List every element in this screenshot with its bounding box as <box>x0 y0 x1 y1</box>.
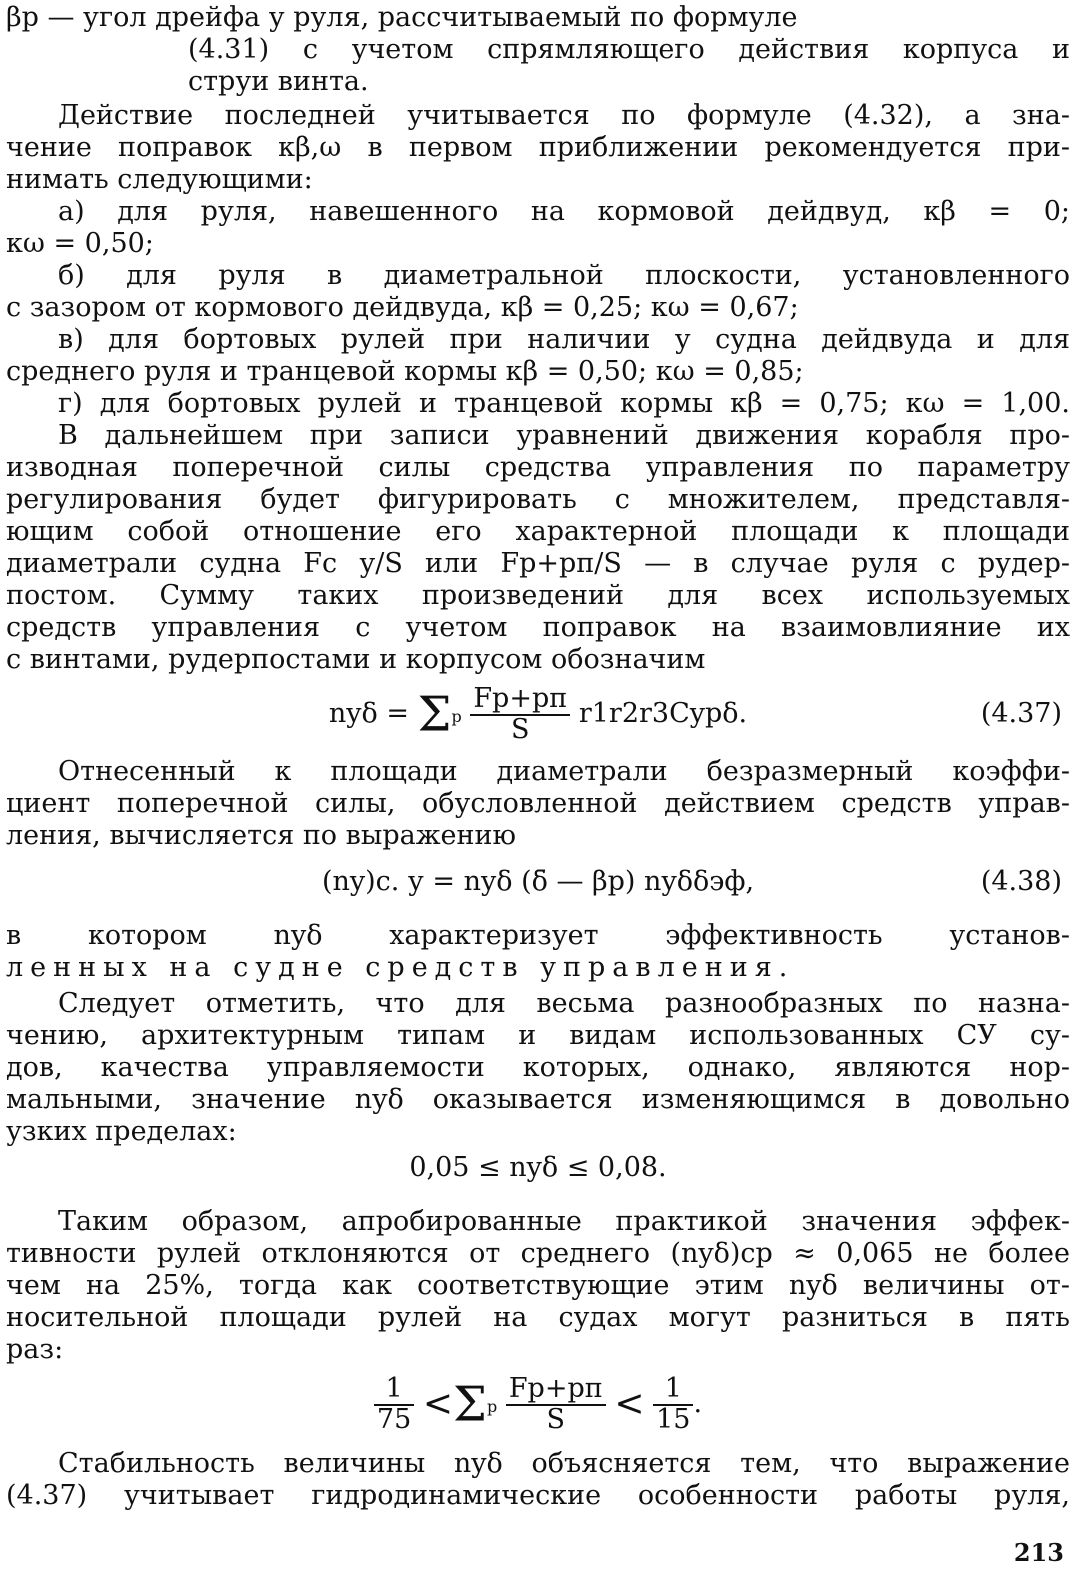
fraction-denominator: 15 <box>656 1403 691 1435</box>
text-line: ленных на судне средств управления. <box>6 952 795 983</box>
list-item-a: а) для руля, навешенного на кормовой дейдвуд, κβ = 0; <box>58 196 1070 227</box>
text-line: Стабильность величины nyδ объясняется тем, что выражение <box>58 1448 1070 1479</box>
text-line: постом. Сумму таких произведений для всех используемых <box>6 580 1070 611</box>
fraction-denominator: S <box>511 713 530 745</box>
less-than-sign: < <box>422 1383 454 1425</box>
period: . <box>693 1388 703 1419</box>
text-line: среднего руля и транцевой кормы κβ = 0,50; κω = 0,85; <box>6 356 804 387</box>
fraction <box>374 1375 414 1434</box>
text-line: раз: <box>6 1334 64 1365</box>
eq-lhs: nyδ = <box>328 698 418 729</box>
fraction <box>653 1375 693 1434</box>
eq-body: (ny)с. у = nyδ (δ̄ — βр) nyδδэф, <box>321 866 755 897</box>
list-item-b: б) для руля в диаметральной плоскости, установленного <box>58 260 1070 291</box>
text-line: тивности рулей отклоняются от среднего (nyδ)ср ≈ 0,065 не более <box>6 1238 1070 1269</box>
text-line: с зазором от кормового дейдвуда, κβ = 0,25; κω = 0,67; <box>6 292 799 323</box>
text-line: Таким образом, апробированные практикой значения эффек- <box>58 1206 1070 1237</box>
text-line: Следует отметить, что для весьма разнообразных по назна- <box>58 988 1070 1019</box>
text-line: диаметрали судна Fс у/S или Fр+рп/S — в случае руля с рудер- <box>6 548 1070 579</box>
text-line: κω = 0,50; <box>6 228 154 259</box>
fraction <box>506 1375 606 1434</box>
list-item-g: г) для бортовых рулей и транцевой кормы κβ = 0,75; κω = 1,00. <box>58 388 1070 419</box>
text-line: Действие последней учитывается по формуле (4.32), а зна- <box>58 100 1070 131</box>
text-line: (4.37) учитывает гидродинамические особенности работы руля, <box>6 1480 1070 1511</box>
text-line: (4.31) с учетом спрямляющего действия корпуса и <box>188 34 1070 65</box>
fraction-numerator: Fр+рп <box>506 1375 606 1405</box>
text-line: βр — угол дрейфа у руля, рассчитываемый по формуле <box>6 2 798 33</box>
fraction-numerator: Fр+рп <box>470 685 570 715</box>
text-line: Отнесенный к площади диаметрали безразмерный коэффи- <box>58 756 1070 787</box>
page-number: 213 <box>1013 1538 1064 1567</box>
text-line: регулирования будет фигурировать с множителем, представля- <box>6 484 1070 515</box>
sigma-symbol: Σ <box>417 686 452 743</box>
fraction-denominator: S <box>546 1403 566 1435</box>
fraction-numerator: 1 <box>374 1375 414 1405</box>
less-than-sign: < <box>614 1383 645 1425</box>
equation-number: (4.38) <box>980 866 1062 897</box>
text-line: чению, архитектурным типам и видам использованных СУ су- <box>6 1020 1070 1051</box>
inequality-range: 0,05 ≤ nyδ ≤ 0,08. <box>409 1152 667 1183</box>
text-line: ления, вычисляется по выражению <box>6 820 517 851</box>
text-line: узких пределах: <box>6 1116 237 1147</box>
inequality-area-ratio <box>6 1368 1070 1440</box>
equation-4-38 <box>6 866 1070 898</box>
text-line: изводная поперечной силы средства управления по параметру <box>6 452 1070 483</box>
equation-number: (4.37) <box>980 698 1062 729</box>
text-line: струи винта. <box>188 66 369 97</box>
text-line: с винтами, рудерпостами и корпусом обозначим <box>6 644 706 675</box>
fraction <box>470 685 570 744</box>
text-line: мальными, значение nyδ оказывается изменяющимся в довольно <box>6 1084 1070 1115</box>
fraction-numerator: 1 <box>653 1375 693 1405</box>
text-line: дов, качества управляемости которых, однако, являются нор- <box>6 1052 1070 1083</box>
text-line: в котором nyδ характеризует эффективность установ- <box>6 920 1070 951</box>
equation-4-37 <box>6 678 1070 750</box>
sigma-subscript: р <box>451 707 462 726</box>
text-line: нимать следующими: <box>6 164 313 195</box>
text-line: В дальнейшем при записи уравнений движения корабля про- <box>58 420 1070 451</box>
eq-rhs: r1r2r3Cyрδ. <box>570 698 748 729</box>
sigma-subscript: р <box>486 1397 498 1416</box>
list-item-v: в) для бортовых рулей при наличии у судна дейдвуда и для <box>58 324 1070 355</box>
text-line: носительной площади рулей на судах могут разниться в пять <box>6 1302 1070 1333</box>
text-line: ющим собой отношение его характерной площади к площади <box>6 516 1070 547</box>
fraction-denominator: 75 <box>376 1403 412 1435</box>
sigma-symbol: Σ <box>453 1376 487 1433</box>
text-line: циент поперечной силы, обусловленной действием средств управ- <box>6 788 1070 819</box>
text-line: чение поправок κβ,ω в первом приближении рекомендуется при- <box>6 132 1070 163</box>
text-line: средств управления с учетом поправок на взаимовлияние их <box>6 612 1070 643</box>
text-line: чем на 25%, тогда как соответствующие этим nyδ величины от- <box>6 1270 1070 1301</box>
